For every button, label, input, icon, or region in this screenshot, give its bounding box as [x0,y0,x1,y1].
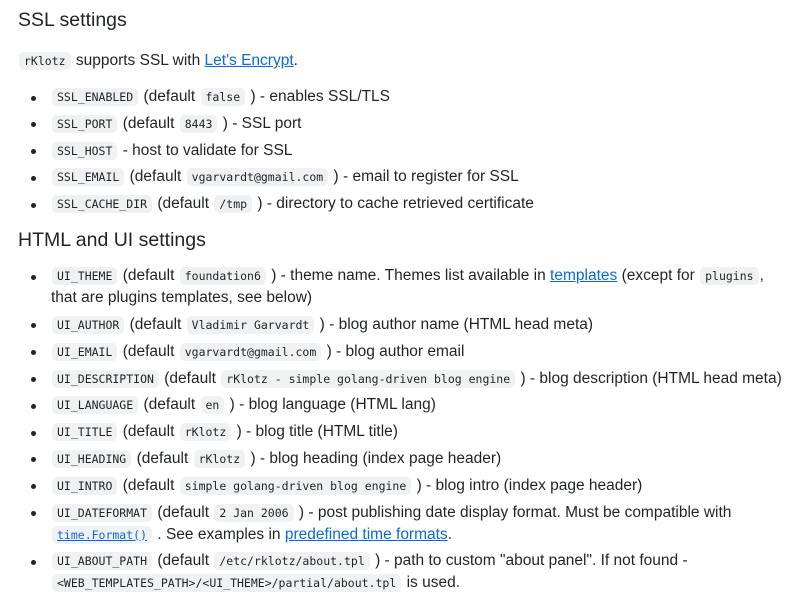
setting-name: UI_HEADING [52,450,131,468]
default-value: /tmp [214,195,252,213]
list-item: SSL_ENABLED (default false ) - enables SSL/TLS [51,86,793,108]
default-value: false [201,88,246,106]
list-item: SSL_CACHE_DIR (default /tmp ) - directory to cache retrieved certificate [51,193,793,215]
intro-text: supports SSL with [75,52,201,69]
list-item: SSL_PORT (default 8443 ) - SSL port [51,113,793,135]
list-item: UI_EMAIL (default vgarvardt@gmail.com ) - blog author email [51,341,793,363]
setting-name: UI_AUTHOR [52,316,124,334]
setting-name: SSL_ENABLED [52,88,138,106]
templates-link[interactable]: templates [550,267,618,285]
list-item: UI_DESCRIPTION (default rKlotz - simple golang-driven blog engine ) - blog description (HTML head meta) [51,368,793,390]
default-value: rKlotz - simple golang-driven blog engine [221,370,515,388]
inline-code: plugins [700,267,758,285]
list-item: UI_THEME (default foundation6 ) - theme name. Themes list available in templates (except for plugins , that are plugins templates, see below) [51,265,793,309]
default-value: rKlotz [180,423,232,441]
inline-code: rKlotz [19,52,71,70]
default-value: vgarvardt@gmail.com [180,343,322,361]
default-value: 2 Jan 2006 [214,504,293,522]
list-item: UI_LANGUAGE (default en ) - blog language (HTML lang) [51,394,793,416]
ui-settings-list [18,265,793,594]
default-value: simple golang-driven blog engine [180,477,412,495]
setting-name: UI_TITLE [52,423,117,441]
ssl-intro: rKlotz supports SSL with Let's Encrypt. [18,50,793,72]
list-item: UI_INTRO (default simple golang-driven blog engine ) - blog intro (index page header) [51,475,793,497]
setting-name: UI_DATEFORMAT [52,504,152,522]
inline-code: <WEB_TEMPLATES_PATH>/<UI_THEME>/partial/about.tpl [52,574,401,592]
setting-name: UI_INTRO [52,477,117,495]
setting-name: UI_EMAIL [52,343,117,361]
time-format-link[interactable] [51,526,153,543]
setting-name: SSL_PORT [52,115,117,133]
setting-name: UI_ABOUT_PATH [52,552,152,570]
lets-encrypt-link[interactable]: Let's Encrypt [204,52,294,69]
setting-name: SSL_CACHE_DIR [52,195,152,213]
setting-name: SSL_EMAIL [52,168,124,186]
list-item: SSL_HOST - host to validate for SSL [51,140,793,162]
list-item: UI_ABOUT_PATH (default /etc/rklotz/about.tpl ) - path to custom "about panel". If not found - <WEB_TEMPLATES_PATH>/<UI_THEME>/partial/about.tpl is used. [51,550,793,594]
default-value: foundation6 [180,267,266,285]
default-value: en [201,396,225,414]
predefined-time-formats-link[interactable]: predefined time formats [284,525,448,543]
setting-name: UI_LANGUAGE [52,396,138,414]
ssl-settings-heading: SSL settings [18,9,127,31]
ssl-settings-list [18,86,793,215]
list-item: UI_TITLE (default rKlotz ) - blog title (HTML title) [51,421,793,443]
setting-name: UI_THEME [52,267,117,285]
list-item: SSL_EMAIL (default vgarvardt@gmail.com ) - email to register for SSL [51,166,793,188]
default-value: vgarvardt@gmail.com [187,168,329,186]
default-value: /etc/rklotz/about.tpl [214,552,369,570]
list-item: UI_DATEFORMAT (default 2 Jan 2006 ) - post publishing date display format. Must be compatible with time.Format() . See examples in predefined time formats. [51,502,793,546]
default-value: rKlotz [194,450,246,468]
ui-settings-heading: HTML and UI settings [18,229,206,252]
setting-name: UI_DESCRIPTION [52,370,159,388]
list-item: UI_HEADING (default rKlotz ) - blog heading (index page header) [51,448,793,470]
default-value: Vladimir Garvardt [187,316,315,334]
setting-name: SSL_HOST [52,142,117,160]
default-value: 8443 [180,115,218,133]
inline-code: time.Format() [52,526,152,544]
list-item: UI_AUTHOR (default Vladimir Garvardt ) - blog author name (HTML head meta) [51,314,793,336]
